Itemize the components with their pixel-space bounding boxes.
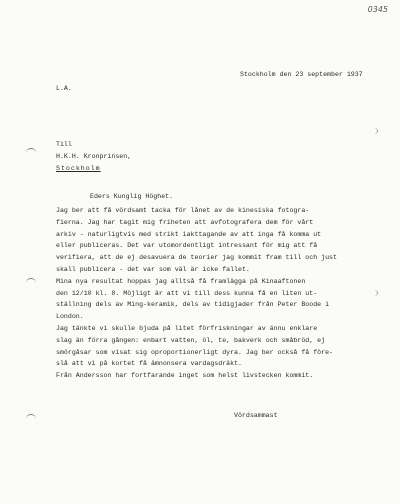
sender-initials: L.A. [56,85,72,92]
margin-mark [26,414,36,423]
salutation: Eders Kunglig Höghet. [90,193,174,200]
body-line: fierna. Jag har tagit mig friheten att avfotografera dem för vårt [56,218,314,226]
body-line: Jag ber att få vördsamt tacka för lånet av de kinesiska fotogra- [56,207,310,214]
margin-mark [26,148,36,157]
recipient-to: Till [56,141,72,148]
edge-mark [369,290,378,296]
body-line: Mina nya resultat hoppas jag alltså få framlägga på Kinaaftonen [56,277,306,285]
body-line: slag än förra gången: enbart vatten, öl, te, bakverk och småbröd, ej [56,336,326,344]
body-line: den 12/10 kl. 8. Möjligt är att vi till dess kunna få en liten ut- [56,289,318,297]
margin-mark [26,278,36,287]
place-date: Stockholm den 23 september 1937 [240,71,363,78]
edge-mark [369,128,378,134]
body-line: ställning dels av Ming-keramik, dels av tidigjader från Peter Boode i [56,301,330,309]
letter-body [56,205,337,382]
recipient-block [56,139,131,175]
body-line: verifiera, att de ej desavuera de teorier jag kommit fram till och just [56,254,337,262]
body-line: arkiv - naturligtvis med strikt iakttagande av att inga få komma ut [56,230,322,238]
archive-number: 0345 [367,5,388,14]
body-line: Jag tänkte vi skulle bjuda på litet förfriskningar av ännu enklare [56,324,318,332]
body-line: slå att vi på kortet få ämnonsera vardagsdräkt. [56,360,242,368]
body-line: Från Andersson har fortfarande inget som helst livstecken kommit. [56,372,314,380]
body-line: London. [56,313,84,321]
closing: Vördsammast [234,412,278,419]
recipient-city: Stockholm [56,165,101,172]
recipient-name: H.K.H. Kronprinsen, [56,153,132,160]
body-line: smörgåsar som visat sig oproportionerligt dyra. Jag ber också få före- [56,348,333,356]
body-line: skall publicera - det var som väl är icke fallet. [56,265,250,273]
body-line: eller publiceras. Det var utomordentligt intressant för mig att få [56,242,318,250]
